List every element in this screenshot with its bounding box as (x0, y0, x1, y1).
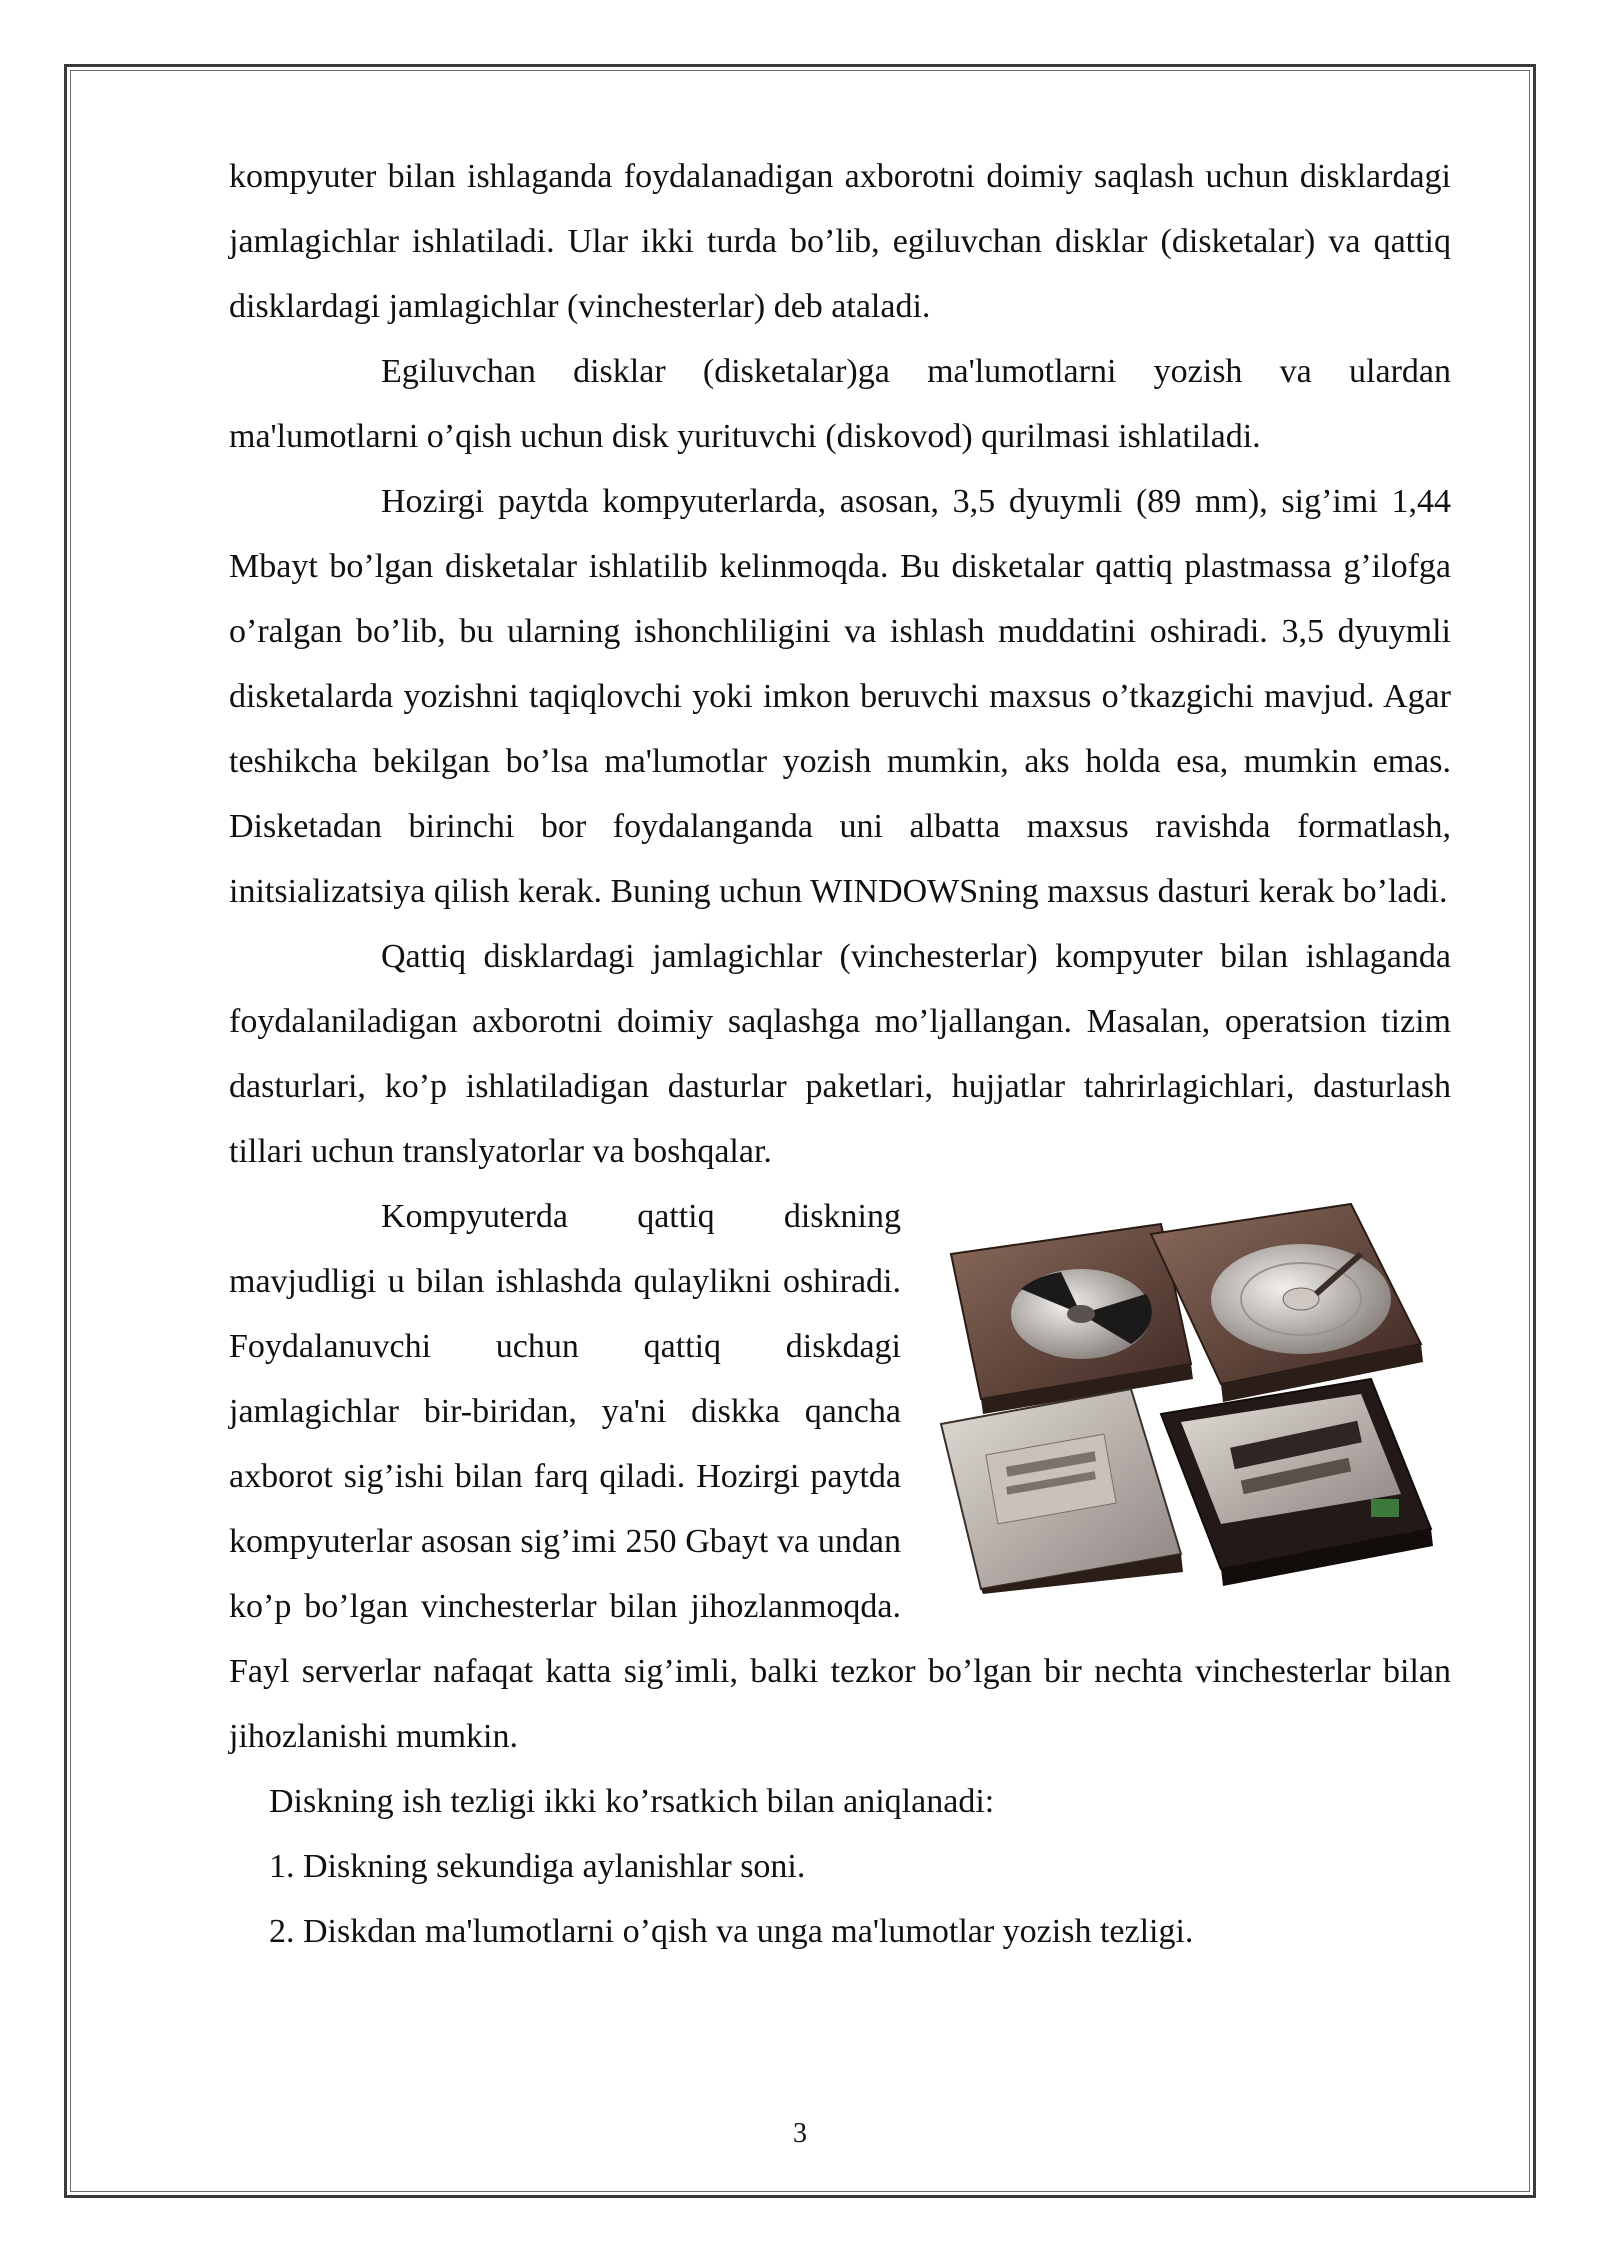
paragraph-1: kompyuter bilan ishlaganda foydalanadigan axborotni doimiy saqlash uchun disklardagi jamlagichlar ishlatiladi. Ular ikki turda bo’lib, egiluvchan disklar (disketalar) va qattiq disklardagi jamlagichlar (vinchesterlar) deb ataladi. (229, 158, 1451, 325)
hdd-front-left (941, 1389, 1183, 1594)
page-number: 3 (793, 2118, 807, 2149)
hdd-back-left (951, 1224, 1193, 1414)
list-item-2: 2. Diskdan ma'lumotlarni o’qish va unga ma'lumotlar yozish tezligi. (269, 1913, 1194, 1950)
hdd-section (229, 1184, 1451, 1769)
paragraph-4: Qattiq disklardagi jamlagichlar (vinchesterlar) kompyuter bilan ishlaganda foydalaniladigan axborotni doimiy saqlashga mo’ljallangan. Masalan, operatsion tizim dasturlari, ko’p ishlatiladigan dasturlar paketlari, hujjatlar tahrirlagichlari, dasturlash tillari uchun translyatorlar va boshqalar. (229, 938, 1451, 1170)
paragraph-5: Kompyuterda qattiq diskning mavjudligi u bilan ishlashda qulaylikni oshiradi. Foydalanuvchi uchun qattiq diskdagi jamlagichlar bir-biridan, ya'ni diskka qancha axborot sig’ishi bilan farq qiladi. Hozirgi paytda kompyuterlar asosan sig’imi 250 Gbayt va undan ko’p bo’lgan vinchesterlar bilan jihozlanmoqda. Fayl serverlar nafaqat katta sig’imli, balki tezkor bo’lgan bir nechta vinchesterlar bilan jihozlanishi mumkin. (229, 1198, 1451, 1755)
list-item-1: 1. Diskning sekundiga aylanishlar soni. (269, 1848, 806, 1885)
list-intro: Diskning ish tezligi ikki ko’rsatkich bilan aniqlanadi: (269, 1783, 995, 1820)
hard-drives-illustration (931, 1194, 1451, 1594)
hard-drives-image (931, 1194, 1451, 1594)
hdd-front-right (1161, 1379, 1433, 1586)
paragraph-3: Hozirgi paytda kompyuterlarda, asosan, 3,5 dyuymli (89 mm), sig’imi 1,44 Mbayt bo’lgan disketalar ishlatilib kelinmoqda. Bu disketalar qattiq plastmassa g’ilofga o’ralgan bo’lib, bu ularning ishonchliligini va ishlash muddatini oshiradi. 3,5 dyuymli disketalarda yozishni taqiqlovchi yoki imkon beruvchi maxsus o’tkazgichi mavjud. Agar teshikcha bekilgan bo’lsa ma'lumotlar yozish mumkin, aks holda esa, mumkin emas. Disketadan birinchi bor foydalanganda uni albatta maxsus ravishda formatlash, initsializatsiya qilish kerak. Buning uchun WINDOWSning maxsus dasturi kerak bo’ladi. (229, 483, 1451, 910)
page-content (229, 144, 1451, 1964)
paragraph-2: Egiluvchan disklar (disketalar)ga ma'lumotlarni yozish va ulardan ma'lumotlarni o’qish uchun disk yurituvchi (diskovod) qurilmasi ishlatiladi. (229, 353, 1451, 455)
